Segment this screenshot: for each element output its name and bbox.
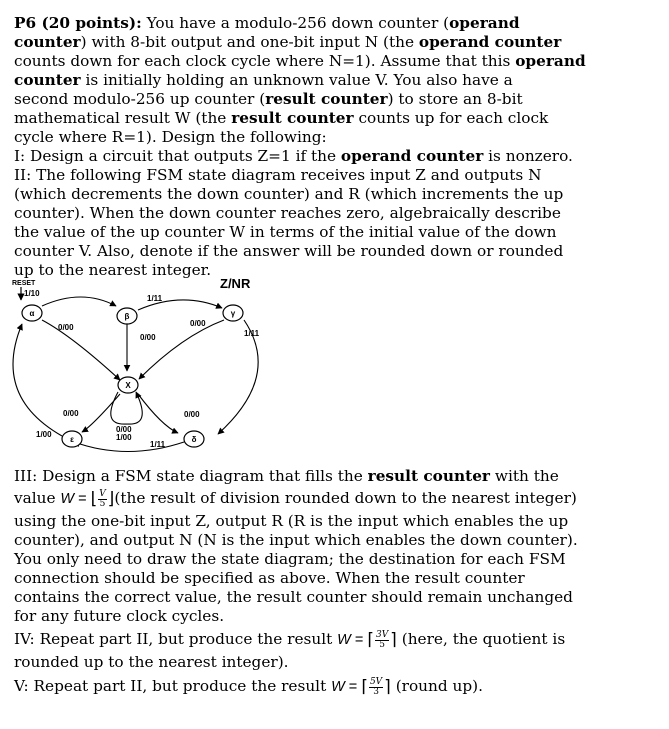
equals: =	[344, 679, 362, 695]
denominator: 3	[373, 686, 379, 697]
intro-line-3	[14, 52, 586, 70]
state-x-label: X	[125, 381, 131, 390]
denominator: 5	[379, 639, 385, 650]
text-bold: operand	[449, 14, 520, 32]
text: (the result of division rounded down to the nearest integer)	[114, 489, 577, 507]
part3-line-4: counter), and output N (N is the input which enables the down counter).	[14, 531, 578, 549]
state-epsilon-label: ε	[70, 435, 74, 444]
text: (round up).	[390, 677, 484, 695]
part4-line-2: rounded up to the nearest integer).	[14, 653, 289, 671]
part3-line-5: You only need to draw the state diagram; the destination for each FSM	[14, 550, 566, 568]
text: counts down for each clock cycle where N=1). Assume that this	[14, 52, 516, 70]
fraction-3v-over-5	[375, 631, 389, 650]
math-w: W	[60, 491, 75, 507]
part3-line-8: for any future clock cycles.	[14, 607, 225, 625]
fraction-v-over-5	[98, 490, 107, 509]
label-x-epsilon: 0/00	[63, 409, 79, 418]
text: second modulo-256 up counter (	[14, 90, 266, 108]
part3-line-7: contains the correct value, the result counter should remain unchanged	[14, 588, 573, 606]
text: ) to store an 8-bit	[387, 90, 523, 108]
state-epsilon	[62, 431, 82, 447]
intro-line-7: cycle where R=1). Design the following:	[14, 128, 327, 146]
text-bold: counter	[14, 71, 81, 89]
math-w: W	[331, 679, 345, 695]
state-gamma	[223, 305, 243, 321]
ceil-right-bracket: ⌉	[390, 630, 397, 650]
label-gamma-delta: 1/11	[244, 329, 260, 338]
equals: =	[350, 632, 368, 648]
label-x-self-a: 0/00	[116, 425, 132, 434]
text: IV: Repeat part II, but produce the result	[14, 630, 338, 648]
math-w: W	[337, 632, 351, 648]
edge-delta-epsilon	[74, 442, 184, 452]
part2-line-6: up to the nearest integer.	[14, 261, 212, 279]
label-alpha-x: 0/00	[58, 323, 74, 332]
text: is initially holding an unknown value V. You also have a	[80, 71, 513, 89]
state-x	[118, 377, 138, 393]
text: I: Design a circuit that outputs Z=1 if the	[14, 147, 341, 165]
ceil-left-bracket: ⌈	[367, 630, 374, 650]
text-bold: operand counter	[418, 33, 562, 51]
text: counts up for each clock	[353, 109, 549, 127]
text: mathematical result W (the	[14, 109, 232, 127]
ceil-left-bracket: ⌈	[361, 677, 368, 697]
label-x-delta: 0/00	[184, 410, 200, 419]
state-gamma-label: γ	[230, 309, 236, 318]
edge-gamma-x	[139, 320, 224, 379]
label-epsilon-alpha: 1/00	[36, 430, 52, 439]
equals: =	[74, 491, 91, 507]
problem-title: P6 (20 points):	[14, 14, 142, 32]
part3-line-3: using the one-bit input Z, output R (R is the input which enables the up	[14, 512, 569, 530]
intro-line-4	[14, 71, 513, 89]
label-x-self-b: 1/00	[116, 433, 132, 442]
text: with the	[490, 467, 559, 485]
label-beta-gamma: 1/11	[147, 294, 163, 303]
state-delta	[184, 431, 204, 447]
intro-line-5	[14, 90, 523, 108]
state-alpha	[22, 305, 42, 321]
text: is nonzero.	[483, 147, 573, 165]
text: III: Design a FSM state diagram that fills the	[14, 467, 368, 485]
part4-line-1	[14, 630, 565, 650]
label-beta-x: 0/00	[140, 333, 156, 342]
text-bold: operand	[515, 52, 586, 70]
fsm-header: Z/NR	[220, 276, 251, 291]
label-delta-epsilon: 1/11	[150, 440, 166, 449]
label-alpha-beta: 1/10	[24, 289, 40, 298]
edge-epsilon-alpha	[13, 324, 62, 436]
text: ) with 8-bit output and one-bit input N (the	[80, 33, 419, 51]
denominator: 5	[99, 498, 106, 509]
part1-line	[14, 147, 573, 165]
numerator: 3V	[376, 629, 389, 640]
text-bold: result counter	[231, 109, 354, 127]
edge-x-delta	[138, 394, 178, 433]
text-bold: operand counter	[340, 147, 484, 165]
part2-line-5: counter V. Also, denote if the answer will be rounded down or rounded	[14, 242, 564, 260]
edge-alpha-x	[42, 320, 120, 380]
part3-line-6: connection should be specified as above. When the result counter	[14, 569, 525, 587]
intro-line-1	[14, 14, 520, 32]
state-delta-label: δ	[191, 435, 197, 444]
floor-left-bracket: ⌊	[90, 489, 98, 509]
edge-alpha-beta	[42, 297, 116, 306]
label-gamma-x: 0/00	[190, 319, 206, 328]
fraction-5v-over-3	[369, 678, 383, 697]
edge-x-self-loop	[111, 392, 142, 424]
text-bold: result counter	[265, 90, 388, 108]
state-alpha-label: α	[29, 309, 35, 318]
part2-line-3: counter). When the down counter reaches zero, algebraically describe	[14, 204, 561, 222]
part3-line-1	[14, 467, 559, 485]
intro-line-2	[14, 33, 561, 51]
text-bold: result counter	[367, 467, 490, 485]
text: You have a modulo-256 down counter (	[141, 14, 450, 32]
reset-label: RESET	[12, 280, 36, 287]
part5-line	[14, 677, 483, 697]
text: V: Repeat part II, but produce the result	[14, 677, 332, 695]
text: (here, the quotient is	[396, 630, 566, 648]
state-beta	[117, 308, 137, 324]
part2-line-2: (which decrements the down counter) and R (which increments the up	[14, 185, 564, 203]
part3-line-2	[14, 489, 577, 509]
text: value	[14, 489, 61, 507]
fsm-state-diagram	[12, 276, 272, 456]
intro-line-6	[14, 109, 548, 127]
floor-right-bracket: ⌋	[107, 489, 115, 509]
numerator: 5V	[369, 676, 383, 687]
text-bold: counter	[14, 33, 81, 51]
state-beta-label: β	[124, 312, 130, 321]
ceil-right-bracket: ⌉	[384, 677, 391, 697]
part2-line-4: the value of the up counter W in terms of the initial value of the down	[14, 223, 557, 241]
part2-line-1: II: The following FSM state diagram receives input Z and outputs N	[14, 166, 542, 184]
numerator: V	[99, 488, 106, 499]
